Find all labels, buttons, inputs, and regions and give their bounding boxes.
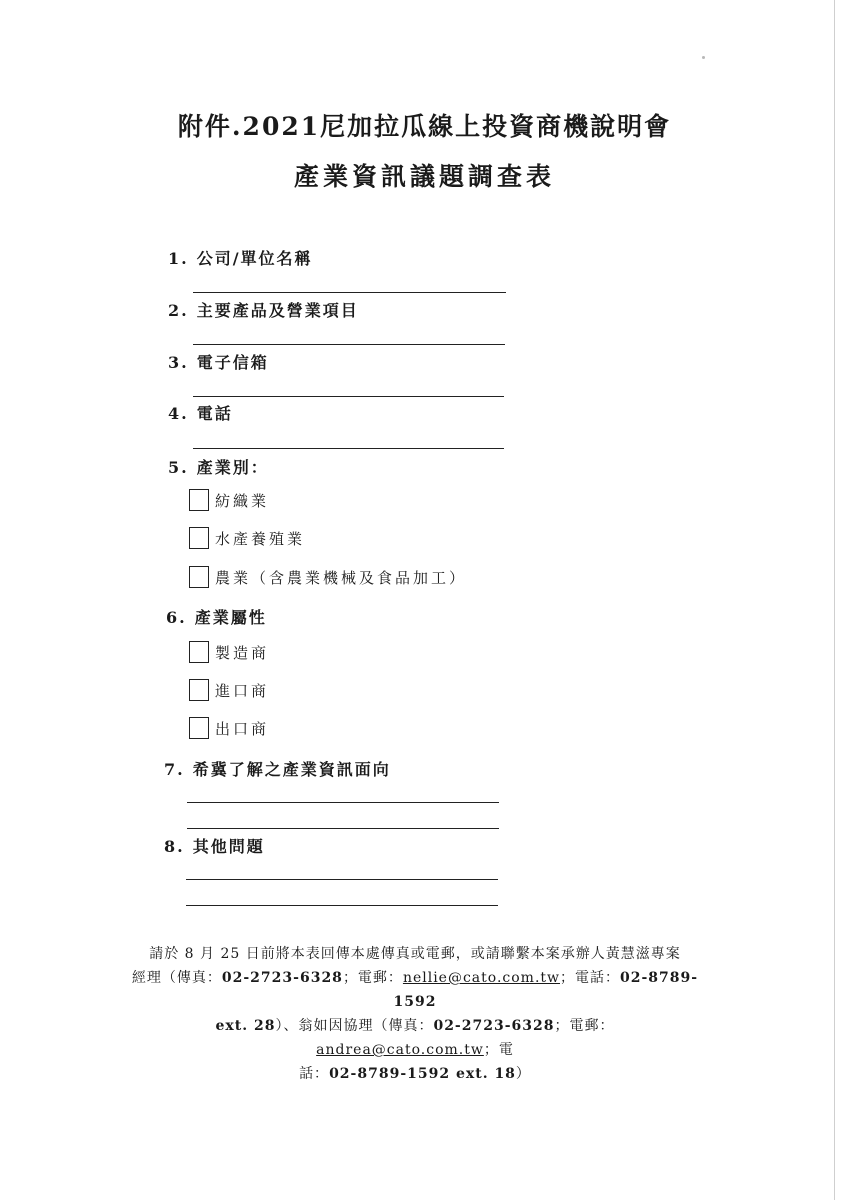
question-7 bbox=[164, 757, 391, 780]
footer-text: 請於 8 月 25 日前將本表回傳本處傳真或電郵，或請聯繫本案承辦人黃慧滋專案 bbox=[149, 946, 681, 962]
checkbox[interactable] bbox=[189, 527, 209, 549]
email-link[interactable]: nellie@cato.com.tw bbox=[402, 970, 561, 986]
question-label: 電子信箱 bbox=[196, 353, 269, 372]
option-label: 進口商 bbox=[215, 681, 270, 700]
fax-number: 02-2723-6328 bbox=[221, 970, 343, 986]
attribute-option-manufacturer[interactable] bbox=[189, 641, 269, 663]
question-label: 電話 bbox=[196, 404, 233, 423]
phone-number: 02-8789-1592 ext. 18 bbox=[329, 1066, 516, 1082]
question-8 bbox=[164, 834, 265, 857]
industry-option-textile[interactable] bbox=[189, 489, 269, 511]
attribute-option-importer[interactable] bbox=[189, 679, 269, 701]
option-label: 水產養殖業 bbox=[215, 529, 306, 548]
attribute-option-exporter[interactable] bbox=[189, 717, 269, 739]
footer-text: ；電 bbox=[483, 1042, 514, 1058]
question-3 bbox=[168, 350, 269, 373]
option-label: 紡織業 bbox=[215, 491, 270, 510]
question-label: 產業別： bbox=[196, 458, 269, 477]
answer-line-3[interactable] bbox=[193, 396, 504, 397]
footer-text: ；電郵： bbox=[554, 1018, 615, 1034]
option-label: 製造商 bbox=[215, 643, 270, 662]
question-2 bbox=[168, 298, 359, 321]
question-5 bbox=[168, 455, 269, 478]
question-label: 希冀了解之產業資訊面向 bbox=[192, 760, 391, 779]
question-number: 1. bbox=[168, 249, 189, 268]
question-label: 主要產品及營業項目 bbox=[196, 301, 359, 320]
answer-line-2[interactable] bbox=[193, 344, 505, 345]
email-link[interactable]: andrea@cato.com.tw bbox=[316, 1042, 484, 1058]
phone-extension: ext. 28 bbox=[215, 1018, 276, 1034]
question-number: 7. bbox=[164, 760, 185, 779]
question-number: 8. bbox=[164, 837, 185, 856]
question-number: 5. bbox=[168, 458, 189, 477]
question-number: 2. bbox=[168, 301, 189, 320]
footer-line-4 bbox=[130, 1062, 700, 1086]
submission-instructions bbox=[130, 942, 700, 1086]
phone-number: 02-8789-1592 bbox=[393, 970, 699, 1010]
footer-line-3 bbox=[130, 1014, 700, 1062]
footer-text: ；電話： bbox=[560, 970, 621, 986]
answer-line-8a[interactable] bbox=[186, 879, 498, 880]
question-1 bbox=[168, 246, 313, 269]
answer-line-4[interactable] bbox=[193, 448, 504, 449]
checkbox[interactable] bbox=[189, 717, 209, 739]
question-label: 其他問題 bbox=[192, 837, 265, 856]
question-6 bbox=[166, 605, 267, 628]
industry-option-agriculture[interactable] bbox=[189, 566, 467, 588]
document-subtitle: 產業資訊議題調查表 bbox=[293, 162, 555, 191]
option-label: 農業（含農業機械及食品加工） bbox=[215, 568, 468, 587]
footer-text: 話： bbox=[299, 1066, 330, 1082]
document-title: 附件.2021尼加拉瓜線上投資商機說明會 bbox=[177, 112, 672, 141]
fax-number: 02-2723-6328 bbox=[433, 1018, 555, 1034]
answer-line-7a[interactable] bbox=[187, 802, 499, 803]
industry-option-aquaculture[interactable] bbox=[189, 527, 305, 549]
option-label: 出口商 bbox=[215, 719, 270, 738]
footer-text: ；電郵： bbox=[342, 970, 403, 986]
question-4 bbox=[168, 401, 233, 424]
answer-line-1[interactable] bbox=[193, 292, 506, 293]
question-label: 產業屬性 bbox=[194, 608, 267, 627]
checkbox[interactable] bbox=[189, 641, 209, 663]
checkbox[interactable] bbox=[189, 489, 209, 511]
footer-line-1 bbox=[130, 942, 700, 966]
footer-text: 經理（傳真： bbox=[131, 970, 222, 986]
footer-line-2 bbox=[130, 966, 700, 1014]
question-label: 公司/單位名稱 bbox=[196, 249, 313, 268]
scan-speck bbox=[702, 56, 705, 59]
checkbox[interactable] bbox=[189, 679, 209, 701]
footer-text: ）、翁如因協理（傳真： bbox=[275, 1018, 434, 1034]
footer-text: ） bbox=[515, 1066, 531, 1082]
checkbox[interactable] bbox=[189, 566, 209, 588]
question-number: 6. bbox=[166, 608, 187, 627]
question-number: 3. bbox=[168, 353, 189, 372]
answer-line-8b[interactable] bbox=[186, 905, 498, 906]
question-number: 4. bbox=[168, 404, 189, 423]
answer-line-7b[interactable] bbox=[187, 828, 499, 829]
